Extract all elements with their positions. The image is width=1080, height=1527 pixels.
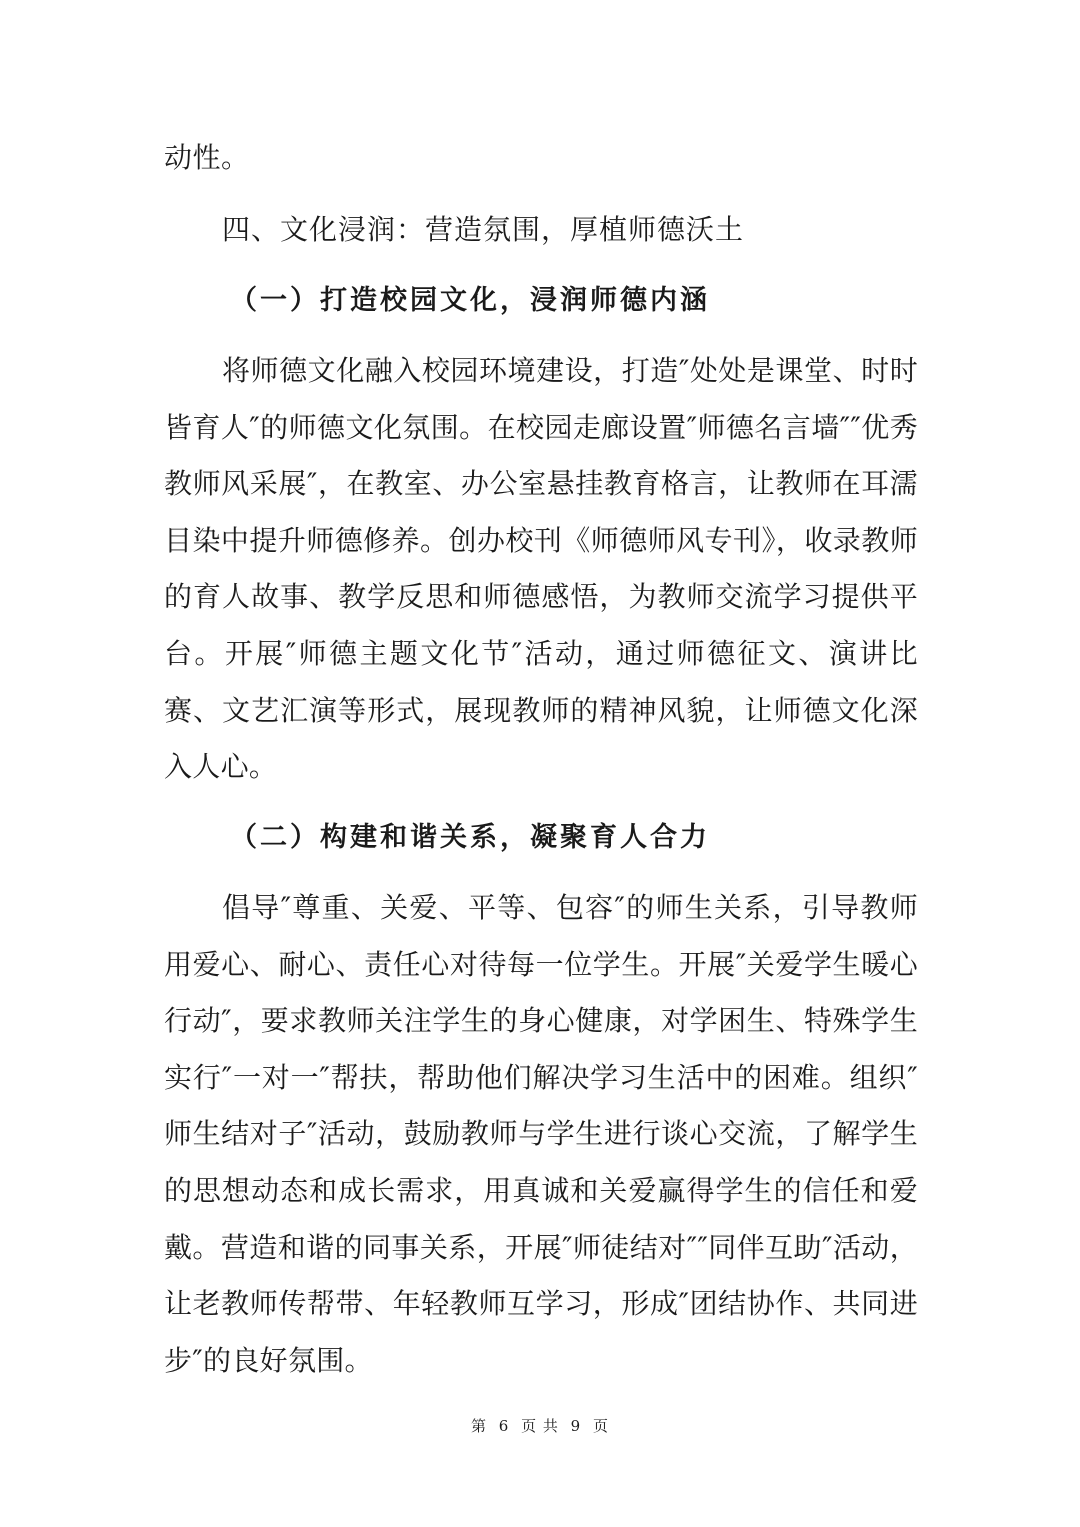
page-footer (0, 1416, 1080, 1436)
section-heading: 四、文化浸润：营造氛围，厚植师德沃土 (222, 213, 745, 246)
continued-text: 动性。 (164, 141, 250, 174)
footer-prefix: 第 (470, 1417, 487, 1435)
subsection-heading-2: （二）构建和谐关系，凝聚育人合力 (230, 822, 710, 853)
subsection-heading-1: （一）打造校园文化，浸润师德内涵 (230, 285, 710, 316)
footer-page-number: 6 (498, 1417, 510, 1435)
paragraph-2: 倡导″尊重、关爱、平等、包容″的师生关系，引导教师用爱心、耐心、责任心对待每一位学生。开展″关爱学生暖心行动″，要求教师关注学生的身心健康，对学困生、特殊学生实行″一对一″帮扶，帮助他们解决学习生活中的困难。组织″师生结对子″活动，鼓励教师与学生进行谈心交流，了解学生的思想动态和成长需求，用真诚和关爱赢得学生的信任和爱戴。营造和谐的同事关系，开展″师徒结对″″同伴互助″活动，让老教师传帮带、年轻教师互学习，形成″团结协作、共同进步″的良好氛围。 (164, 891, 918, 1377)
footer-total-pages: 9 (570, 1417, 582, 1435)
footer-suffix: 页 (593, 1417, 610, 1435)
footer-middle: 页 共 (521, 1417, 559, 1435)
paragraph-1: 将师德文化融入校园环境建设，打造″处处是课堂、时时皆育人″的师德文化氛围。在校园走廊设置″师德名言墙″″优秀教师风采展″，在教室、办公室悬挂教育格言，让教师在耳濡目染中提升师德修养。创办校刊《师德师风专刊》，收录教师的育人故事、教学反思和师德感悟，为教师交流学习提供平台。开展″师德主题文化节″活动，通过师德征文、演讲比赛、文艺汇演等形式，展现教师的精神风貌，让师德文化深入人心。 (164, 354, 918, 784)
